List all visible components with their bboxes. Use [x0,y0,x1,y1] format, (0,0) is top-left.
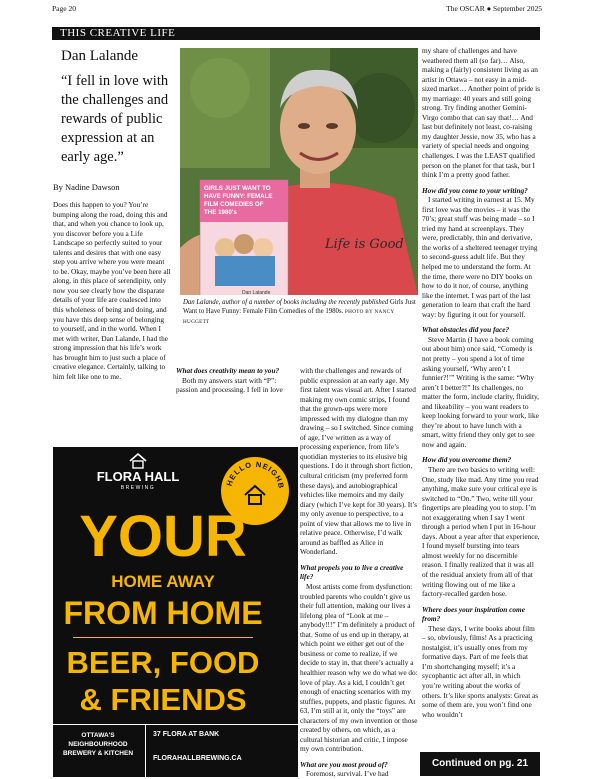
ad-line-your: YOUR [79,504,247,569]
byline: By Nadine Dawson [53,182,120,192]
answer-3b: my share of challenges and have weathered them all (so far)… Also, making a (fairly) consistent living as an artist in Ottawa – not easy in a mid-sized market… Another point of pride is my marriage: 40 years and still going strong. Try finding another Gemini-Virgo combo that can say that!… And last but definitely not least, co-raising my daughter Jessie, now 35, who has a variety of special needs and ongoing challenges. I was the LEAST qualified person on the planet for that task, but I think I’m a pretty good father. [422,46,540,180]
svg-text:HAVE FUNNY: FEMALE: HAVE FUNNY: FEMALE [204,193,273,200]
answer-1a: Both my answers start with “P”: passion and processing. I fell in love [176,375,283,395]
page-number: Page 20 [52,4,76,13]
question-4: How did you come to your writing? [422,185,528,195]
question-2: What propels you to live a creative life? [300,562,404,582]
ad-divider [73,637,253,638]
answer-3a: Foremost, survival. I’ve had [306,769,389,779]
ad-tagline: OTTAWA'S NEIGHBOURHOOD BREWERY & KITCHEN [62,732,134,757]
flora-hall-ad[interactable] [53,447,298,777]
photo-caption [183,298,418,327]
author-name: Dan Lalande [61,48,139,64]
book-cover [200,180,288,295]
answer-5: Steve Martin (I have a book coming out about him) once said, “Comedy is not pretty – you spend a lot of time asking yourself, ‘Why aren’t I funnier?!’” Writing is the same: “Why aren’t I better?!” Its challenges, no matter the form, include clarity, fluidity, and likeability – you want readers to keep looking forward to your work, like they’re about to have lunch with a smart, witty friend they only get to see now and again. [422,334,539,449]
answer-1b: with the challenges and rewards of public expression at an early age. My first talent was visual art. After I started making my own comic strips, I found that the grown-ups were more impressed with my dialogue than my drawing – so I switched. Since coming of age, I’ve written as a way of processing experience, from life’s quotidian mysteries to its elusive big questions. I do it through short fiction, cultural criticism (my preferred form these days), and autobiographical vehicles like memoirs and my daily diary (which I’ve kept for 30 years). It’s my only avenue to perspective, to a point of view that allows me to live in relative peace. Otherwise, I’d walk around as baffled as Alice in Wonderland. [300,366,418,557]
article-intro [53,200,171,381]
badge-text: HELLO NEIGHB [224,459,287,490]
question-6: How did you overcome them? [422,455,512,465]
ad-brand-sub: BREWING [120,485,156,491]
photo-credit: PHOTO BY NANCY HUGGETT [183,309,395,325]
intro-paragraph: Does this happen to you? You’re bumping along the road, doing this and that, and when you chance to look up, you discover before you a Life Landscape so perfectly suited to your talents and desires that with one easy step you arrive where you were meant to be. Okay, maybe you’ve been here all along, in this place of serendipity, only now you see clearly how the disparate details of your life are coalesced into this wholeness of being and doing, and you have this deep sense of belonging to yourself, and in the world. When I met with writer, Dan Lalande, I had the strong impression that his life’s work has brought him to just such a place of creative elegance. Certainly, talking to him felt like one to me. [53,200,171,381]
article-column-4 [422,46,540,719]
article-column-3 [300,366,418,779]
caption-book-title: Girls Just Want to Have Funny: Female Film Comedies of the 1980s. [183,299,416,315]
ad-footer [53,724,298,777]
continued-banner[interactable]: Continued on pg. 21 [420,752,540,776]
answer-7: These days, I write books about film – so, obviously, films! As a practicing nostalgist, it’s usually ones from my formative days. Part of me feels that I’m shortchanging myself; it’s a sycophantic act after all, in which you’re writing about the works of others. It’s like sports analysts: Great as some of them are, you won’t find one who wouldn’t [422,623,539,719]
answer-2: Most artists come from dysfunction: troubled parents who couldn’t give us their full attention, making our lives a lifelong plea of “Look at me – anybody!!!” I’m definitely a product of that. Some of us end up in therapy, at which point we either get out of the business or come to realize, if we decide to stay in, that there’s actually a healthier reason why we do what we do: love of play. As a kid, I couldn’t get enough of enacting scenarios with my stuffies, puppets, and plastic figures. At 63, I’m still at it, only the “toys” are characters of my own invention or those created by others, on which, as a cultural historian and critic, I impose my own contribution. [300,582,418,754]
shirt-text: Life is Good [325,237,404,252]
ad-brand: FLORA HALL [96,469,180,484]
publication-line: The OSCAR ● September 2025 [446,4,542,13]
author-photo-illustration [180,48,418,295]
question-1: What does creativity mean to you? [176,366,280,375]
author-photo [180,48,418,295]
question-7: Where does your inspiration come from? [422,604,525,624]
svg-text:HELLO NEIGHBOUR [221,457,286,490]
section-title: THIS CREATIVE LIFE [52,27,540,40]
question-5: What obstacles did you face? [422,325,510,335]
brewery-logo-icon [129,453,147,469]
ad-line-from-home: FROM HOME [63,595,263,631]
ad-website[interactable]: FLORAHALLBREWING.CA [153,755,242,762]
svg-text:FILM COMEDIES OF: FILM COMEDIES OF [204,201,264,208]
svg-text:GIRLS JUST WANT TO: GIRLS JUST WANT TO [204,185,271,192]
answer-4: I started writing in earnest at 15. My first love was the movies – it was the 70’s; great stuff was being made – so I tried my hand at screenplays. They were, predictably, thin and derivative, the works of a sheltered teenager trying to second-guess adult life. But they helped me to understand the form. At the time, there were no DIY books on how to do it nor, of course, anything like the internet. I was part of the last generation to learn that craft the hard way: by figuring it out for yourself. [422,195,538,319]
book-author: Dan Lalande [242,290,271,295]
svg-text:THE 1980's: THE 1980's [204,209,237,216]
caption-lead: Dan Lalande, author of a number of books including the recently published [183,299,389,306]
ad-footer-divider [145,725,146,777]
ad-line-home-away: HOME AWAY [111,572,215,591]
ad-line-friends: & FRIENDS [79,682,247,717]
question-3: What are you most proud of? [300,759,388,769]
page-header [52,2,542,14]
ad-line-beer-food: BEER, FOOD [66,645,260,680]
question-block-1 [176,366,294,395]
pull-quote: “I fell in love with the challenges and rewards of public expression at an early age.” [61,73,169,165]
answer-6: There are two basics to writing well: One, study like mad. Any time you read anything, make sure your critical eye is switched to “On.” Two, write till your fingertips are pleading you to stop. I’m not exaggerating when I say I went through a period when I put in 16-hour days. About a year after that experience, I found myself bursting into tears almost weekly for no discernible reason. I finally realized that it was all of the residual anxiety from all of that writing flowing out of me like a factory-recalled garden hose. [422,464,540,599]
ad-address: 37 FLORA AT BANK [153,731,220,738]
